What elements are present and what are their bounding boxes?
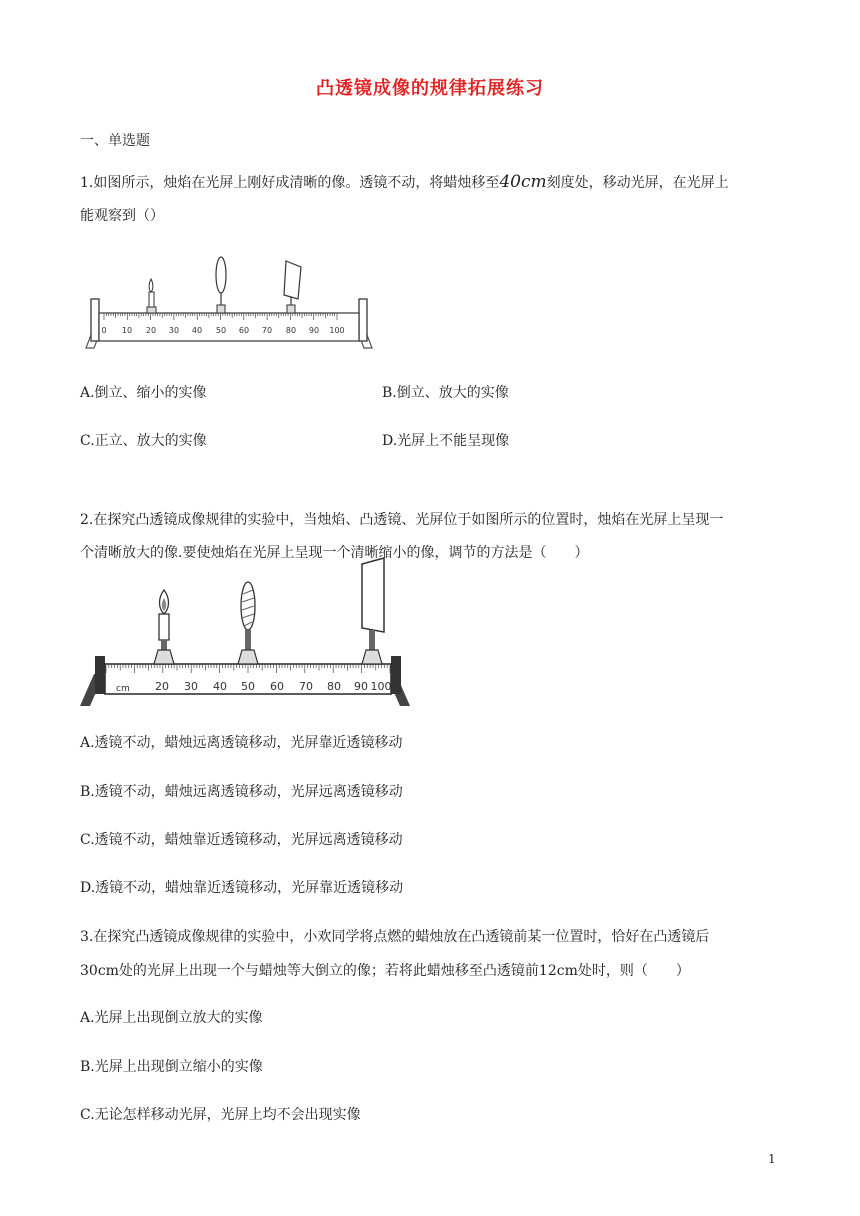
q3-option-a: A.光屏上出现倒立放大的实像	[80, 1010, 263, 1026]
tick-label: 70	[261, 326, 273, 335]
tick-label: 60	[238, 326, 250, 335]
convex-lens	[238, 582, 258, 664]
tick-label: 40	[191, 326, 203, 335]
q2-option-a: A.透镜不动，蜡烛远离透镜移动，光屏靠近透镜移动	[80, 735, 403, 751]
section-heading: 一、单选题	[80, 133, 150, 149]
page-number: 1	[768, 1152, 776, 1166]
tick-label: 10	[121, 326, 133, 335]
tick-label: 100	[370, 680, 392, 693]
question-1	[80, 166, 785, 233]
q1-option-b: B.倒立、放大的实像	[382, 385, 509, 401]
question-3-line-2: 30cm处的光屏上出现一个与蜡烛等大倒立的像；若将此蜡烛移至凸透镜前12cm处时，则（ ）	[80, 963, 690, 979]
q1-option-c: C.正立、放大的实像	[80, 433, 207, 449]
rail	[99, 313, 359, 341]
tick-label: 50	[215, 326, 227, 335]
tick-label: 40	[213, 680, 227, 693]
tick-label: 30	[184, 680, 198, 693]
tick-label: 20	[145, 326, 157, 335]
tick-label: 50	[241, 680, 255, 693]
question-2-line-1: 2.在探究凸透镜成像规律的实验中，当烛焰、凸透镜、光屏位于如图所示的位置时，烛焰在光屏上呈现一	[80, 512, 724, 528]
question-1-line-1	[80, 166, 785, 200]
question-1-math: 40cm	[499, 172, 547, 192]
q2-option-c: C.透镜不动，蜡烛靠近透镜移动，光屏远离透镜移动	[80, 832, 403, 848]
right-post	[359, 299, 367, 341]
q2-option-b: B.透镜不动，蜡烛远离透镜移动，光屏远离透镜移动	[80, 784, 403, 800]
question-2-line-2: 个清晰放大的像.要使烛焰在光屏上呈现一个清晰缩小的像，调节的方法是（ ）	[80, 545, 589, 561]
tick-label: 90	[354, 680, 368, 693]
tick-label: 60	[270, 680, 284, 693]
tick-label: 90	[308, 326, 320, 335]
q3-option-c: C.无论怎样移动光屏，光屏上均不会出现实像	[80, 1107, 361, 1123]
candle	[154, 590, 174, 664]
tick-label: 20	[155, 680, 169, 693]
q1-option-d: D.光屏上不能呈现像	[382, 433, 510, 449]
left-post	[95, 656, 105, 694]
light-screen	[362, 558, 384, 664]
question-3	[80, 920, 785, 988]
q1-option-a: A.倒立、缩小的实像	[80, 385, 207, 401]
tick-label: 70	[299, 680, 313, 693]
question-3-line-1: 3.在探究凸透镜成像规律的实验中，小欢同学将点燃的蜡烛放在凸透镜前某一位置时，恰好在凸透镜后	[80, 929, 710, 945]
figure-2-optical-bench	[80, 556, 410, 708]
tick-label: 0	[101, 326, 107, 335]
question-1-line-2: 能观察到（）	[80, 208, 164, 224]
question-1-text-a: 1.如图所示，烛焰在光屏上刚好成清晰的像。透镜不动，将蜡烛移至	[80, 175, 500, 191]
q3-option-b: B.光屏上出现倒立缩小的实像	[80, 1059, 263, 1075]
q2-option-d: D.透镜不动，蜡烛靠近透镜移动，光屏靠近透镜移动	[80, 880, 404, 896]
tick-label: 80	[327, 680, 341, 693]
tick-label: 100	[329, 326, 345, 335]
right-post	[391, 656, 401, 694]
unit-label: cm	[116, 684, 130, 694]
tick-label: 30	[168, 326, 180, 335]
left-post	[91, 299, 99, 341]
tick-labels	[155, 680, 392, 693]
light-screen	[284, 261, 301, 313]
question-1-text-b: 刻度处，移动光屏，在光屏上	[546, 175, 729, 191]
page-title: 凸透镜成像的规律拓展练习	[316, 78, 544, 99]
figure-1-optical-bench	[82, 255, 377, 355]
convex-lens	[216, 257, 226, 313]
tick-label: 80	[285, 326, 297, 335]
candle	[147, 279, 156, 313]
